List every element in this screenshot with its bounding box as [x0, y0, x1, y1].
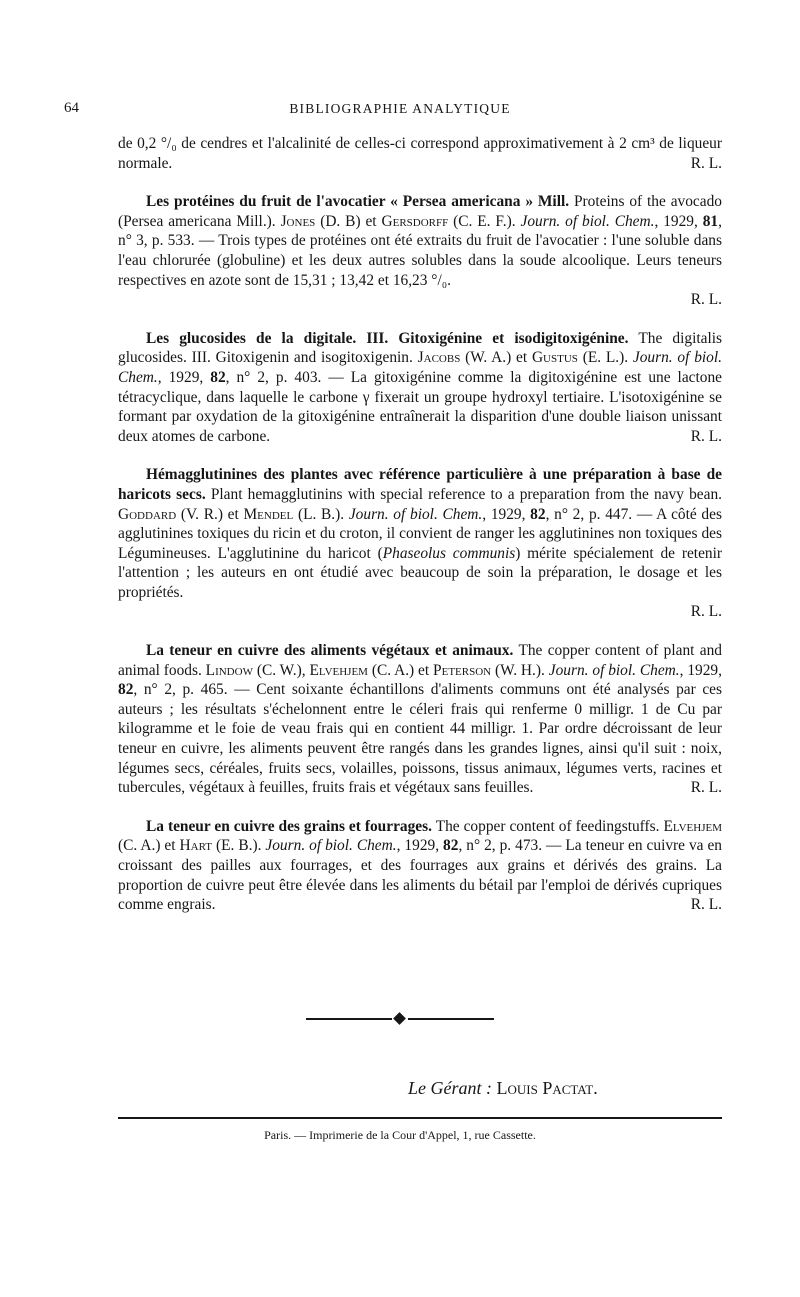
entry-paragraph [118, 192, 722, 290]
citation-volume: 82 [530, 505, 546, 523]
abstract-text: ) mérite spécialement de retenir l'attention ; les auteurs en ont étudié avec beaucoup de soin la préparation, le dosage et les propriétés. [118, 544, 722, 601]
signature: R. L. [690, 603, 722, 621]
abstract-text: La teneur en cuivre va en croissant des pailles aux fourrages, et des fourrages aux grains et dérivés des grains. La proportion de cuivre peut être élevée dans les aliments du bétail par l'emploi de dérivés cupriques comme engrais. [118, 837, 722, 914]
author-name: Elvehjem [663, 817, 722, 835]
author-name: Jones [280, 212, 316, 230]
abstract-text: Cent soixante échantillons d'aliments communs ont été analysés par ces auteurs ; les résultats s'échelonnent entre le céleri frais qui renferme 0 milligr. 1 de Cu par kilogramme et le foie de veau frais qui en contient 44 milligr. 1. Par ordre décroissant de leur teneur en cuivre, les aliments peuvent être rangés dans les grandes lignes, ainsi qu'il suit : noix, légumes secs, céréales, fruits secs, volailles, poissons, tissus animaux, légumes verts, racines et tubercules, végétaux à feuilles, fruits frais et végétaux sans feuilles. [118, 681, 722, 797]
author-name: Lindow [205, 661, 253, 679]
citation-issue-page: , n° 2, p. 465. — [133, 681, 257, 699]
author-name: Hart [179, 837, 212, 855]
citation-year: , 1929, [482, 505, 531, 523]
english-title: Plant hemagglutinins with special reference to a preparation from the navy bean. [210, 485, 722, 503]
printer-imprint: Paris. — Imprimerie de la Cour d'Appel, 1, rue Cassette. [264, 1128, 536, 1142]
manager-label: Le Gérant : [408, 1078, 497, 1098]
entry-paragraph [118, 329, 722, 447]
author-initials: (E. B.). [215, 837, 262, 855]
abstract-text: La gitoxigénine comme la digitoxigénine est une lactone tétracyclique, dans laquelle le carbone γ fixerait un groupe hydroxyl tertiaire. L'isotoxigénine se formant par oxydation de la gitoxigénine entraînerait la disparition d'une double liaison unissant deux atomes de carbone. [118, 368, 722, 445]
author-initials: (C. E. F.). [453, 212, 516, 230]
signature: R. L. [690, 896, 722, 914]
page-header [0, 100, 800, 124]
citation-volume: 82 [443, 837, 459, 855]
author-initials: (C. W.), [256, 661, 306, 679]
citation-volume: 82 [210, 368, 226, 386]
author-name: Gersdorff [381, 212, 449, 230]
ornament-rule [408, 1018, 494, 1020]
english-title: The copper content of feedingstuffs. [435, 817, 660, 835]
author-initials: (V. R.) et [180, 505, 239, 523]
english-title: The copper content of plant and animal foods. [118, 642, 722, 679]
author-initials: (E. L.). [582, 349, 629, 367]
journal-name: Journ. of biol. Chem. [548, 661, 680, 679]
bibliography-entry [118, 641, 722, 798]
citation-year: , 1929, [157, 368, 211, 386]
manager-name: Louis Pactat. [496, 1078, 598, 1098]
author-initials: (C. A.) et [118, 837, 176, 855]
entry-paragraph [118, 465, 722, 602]
citation-year: , 1929, [396, 837, 444, 855]
english-title: The digitalis glucosides. III. Gitoxigenin and isogitoxigenin. [118, 329, 722, 367]
journal-name: Journ. of biol. Chem. [265, 837, 397, 855]
author-name: Goddard [118, 505, 177, 523]
entry-title: Les protéines du fruit de l'avocatier « Persea americana » Mill. [146, 193, 570, 211]
citation-volume: 81 [702, 212, 719, 230]
author-name: Peterson [433, 661, 492, 679]
journal-name: Journ. of biol. Chem. [118, 349, 722, 386]
author-name: Jacobs [417, 349, 461, 367]
abstract-text: Trois types de protéines ont été extraits du fruit de l'avocatier : l'une soluble dans l'eau chlorurée (globuline) et les deux autres solubles dans la soude alcoolique. Leurs teneurs respectives en azote sont de 15,31 ; 13,42 et 16,23 °/₀. [118, 232, 722, 289]
bibliography-entry [118, 817, 722, 915]
manager-signature [408, 1078, 598, 1099]
bibliography-entry [118, 465, 722, 622]
entry-title: La teneur en cuivre des aliments végétaux et animaux. [146, 642, 514, 660]
citation-volume: 82 [118, 681, 134, 699]
page-number: 64 [64, 100, 79, 116]
citation-year: , 1929, [679, 661, 722, 679]
citation-year: , 1929, [654, 212, 703, 230]
continuation-text: de 0,2 °/₀ de cendres et l'alcalinité de celles-ci correspond approximativement à 2 cm³ de liqueur normale. [118, 135, 722, 172]
english-title: Proteins of the avocado (Persea americana Mill.). [118, 193, 722, 230]
running-head: BIBLIOGRAPHIE ANALYTIQUE [289, 101, 511, 116]
footer-rule [118, 1117, 722, 1119]
diamond-icon [393, 1012, 406, 1025]
bibliography-entry [118, 329, 722, 447]
citation-issue-page: , n° 2, p. 447. — [545, 505, 657, 523]
species-name: Phaseolus communis [382, 544, 516, 562]
bibliography-entry [118, 192, 722, 310]
signature: R. L. [690, 427, 722, 445]
continuation-paragraph [118, 134, 722, 173]
author-initials: (C. A.) et [371, 661, 430, 679]
author-initials: (W. H.). [494, 661, 545, 679]
author-name: Elvehjem [309, 661, 368, 679]
author-initials: (D. B) et [320, 212, 377, 230]
author-name: Mendel [243, 505, 294, 523]
journal-name: Journ. of biol. Chem. [520, 212, 655, 230]
section-ornament [306, 1012, 494, 1026]
journal-name: Journ. of biol. Chem. [348, 505, 483, 523]
entry-title: Les glucosides de la digitale. III. Gitoxigénine et isodigitoxigénine. [146, 329, 629, 347]
citation-issue-page: , n° 3, p. 533. — [118, 212, 722, 250]
signature: R. L. [690, 154, 722, 172]
signature: R. L. [690, 779, 722, 797]
citation-issue-page: , n° 2, p. 473. — [458, 837, 566, 855]
entry-paragraph [118, 817, 722, 915]
signature: R. L. [690, 291, 722, 309]
abstract-text: A côté des agglutinines toxiques du ricin et du croton, il convient de ranger les agglutinines non toxiques des Légumineuses. L'agglutinine du haricot ( [118, 505, 722, 562]
entry-paragraph [118, 641, 722, 798]
body-text [118, 134, 722, 915]
entry-title: Hémagglutinines des plantes avec référence particulière à une préparation à base de haricots secs. [118, 466, 722, 503]
author-initials: (L. B.). [297, 505, 345, 523]
ornament-rule [306, 1018, 392, 1020]
citation-issue-page: , n° 2, p. 403. — [225, 368, 351, 386]
entry-title: La teneur en cuivre des grains et fourrages. [146, 817, 432, 835]
author-name: Gustus [531, 349, 578, 367]
author-initials: (W. A.) et [465, 349, 528, 367]
